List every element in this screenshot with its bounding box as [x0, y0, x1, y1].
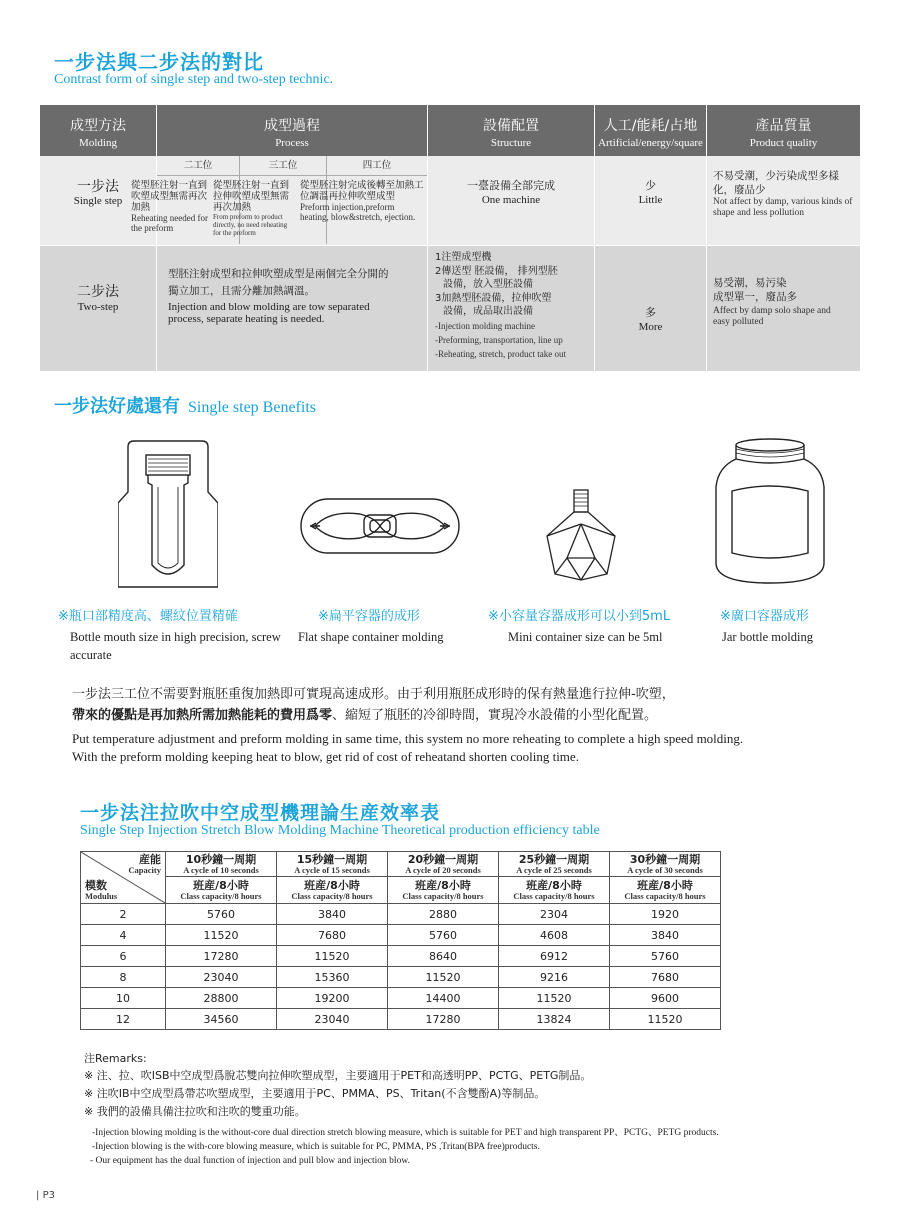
- st3-text-en: From preform to product directly, no need reheating for the preform: [213, 213, 288, 237]
- efficiency-body: [81, 904, 721, 1030]
- capacity-cell: 15360: [277, 967, 388, 988]
- section1-title-cn: 一步法與二步法的對比: [54, 50, 264, 74]
- one-step-quality-cn: 不易受潮，少污染成型多樣化，廢品少: [713, 170, 839, 196]
- remark-en-3: - Our equipment has the dual function of injection and pull blow and injection blow.: [90, 1156, 410, 1166]
- header-process-en: Process: [275, 137, 309, 149]
- mini-bottle-icon: [545, 488, 617, 582]
- modulus-cell: 12: [81, 1009, 166, 1030]
- station-4: 四工位: [362, 160, 392, 171]
- remark-en-1: -Injection blowing molding is the without-core dual direction stretch blowing measure, which is suitable for PET and high transparent PP、PCTG、PETG products.: [92, 1128, 719, 1138]
- benefit-1: [58, 605, 288, 664]
- section3-title-en: Single Step Injection Stretch Blow Molding Machine Theoretical production efficiency table: [80, 823, 600, 838]
- capacity-cell: 2304: [499, 904, 610, 925]
- modulus-cell: 4: [81, 925, 166, 946]
- column-cycle: [610, 852, 720, 877]
- table-row: [81, 904, 721, 925]
- header-energy: [595, 105, 706, 156]
- header-molding-en: Molding: [79, 137, 117, 149]
- two-step-name-en: Two-step: [77, 301, 119, 313]
- modulus-cell: 10: [81, 988, 166, 1009]
- header-energy-en: Artificial/energy/square: [598, 137, 703, 149]
- cycle-cn: 25秒鐘一周期: [518, 853, 590, 866]
- header-quality: [707, 105, 860, 156]
- section1-title-en: Contrast form of single step and two-step technic.: [54, 72, 334, 87]
- cycle-en: A cycle of 20 seconds: [405, 865, 481, 875]
- header-structure-cn: 設備配置: [483, 118, 539, 134]
- two-step-structure-en-2: -Reheating, stretch, product take out: [435, 348, 566, 359]
- header-quality-en: Product quality: [749, 137, 818, 149]
- remark-cn-2: ※ 注吹IB中空成型爲帶芯吹塑成型，主要適用于PC、PMMA、PS、Tritan(不含雙酚A)等制品。: [84, 1087, 546, 1100]
- class-cn: 班産/8小時: [193, 879, 249, 892]
- header-process: [157, 105, 427, 156]
- capacity-cell: 9216: [499, 967, 610, 988]
- one-step-structure-cn: 一臺設備全部完成: [467, 179, 555, 192]
- header-structure-en: Structure: [490, 137, 532, 149]
- capacity-cell: 3840: [277, 904, 388, 925]
- two-step-process-cn: 型胚注射成型和拉伸吹塑成型是兩個完全分開的獨立加工，且需分離加熱調溫。: [168, 268, 389, 297]
- capacity-cell: 17280: [388, 1009, 499, 1030]
- header-energy-cn: 人工/能耗/占地: [603, 118, 698, 134]
- remarks-title: 注Remarks:: [84, 1052, 147, 1065]
- one-step-name-en: Single step: [73, 195, 123, 207]
- cycle-cn: 30秒鐘一周期: [629, 853, 701, 866]
- capacity-cell: 5760: [166, 904, 277, 925]
- benefit-3-en: Mini container size can be 5ml: [508, 630, 663, 644]
- cycle-en: A cycle of 10 seconds: [183, 865, 259, 875]
- one-step-structure-en: One machine: [481, 194, 541, 206]
- benefit-2-cn: ※扁平容器的成形: [318, 609, 420, 624]
- para-cn-2-bold: 帶來的優點是再加熱所需加熱能耗的費用爲零: [72, 708, 333, 723]
- benefit-2-en: Flat shape container molding: [298, 630, 444, 644]
- two-step-name-cn: 二步法: [77, 284, 119, 300]
- two-step-energy-cn: 多: [645, 306, 656, 319]
- column-cycle: [499, 852, 609, 877]
- class-en: Class capacity/8 hours: [402, 891, 484, 901]
- cycle-cn: 20秒鐘一周期: [407, 853, 479, 866]
- column-cycle: [388, 852, 498, 877]
- benefit-4-en: Jar bottle molding: [722, 630, 813, 644]
- column-class: [499, 877, 609, 903]
- two-step-energy-en: More: [638, 321, 663, 333]
- section2-title-en: Single step Benefits: [188, 399, 316, 416]
- class-cn: 班産/8小時: [637, 879, 693, 892]
- two-step-structure-en-1: -Preforming, transportation, line up: [435, 334, 563, 345]
- capacity-cell: 5760: [610, 946, 721, 967]
- column-class: [166, 877, 276, 903]
- capacity-cell: 14400: [388, 988, 499, 1009]
- cycle-cn: 15秒鐘一周期: [296, 853, 368, 866]
- capacity-cell: 1920: [610, 904, 721, 925]
- two-step-quality-cn-0: 易受潮，易污染: [713, 277, 787, 289]
- capacity-cell: 19200: [277, 988, 388, 1009]
- capacity-cell: 11520: [499, 988, 610, 1009]
- capacity-cell: 3840: [610, 925, 721, 946]
- capacity-cell: 9600: [610, 988, 721, 1009]
- class-en: Class capacity/8 hours: [624, 891, 706, 901]
- corner-capacity-en: Capacity: [128, 865, 161, 875]
- header-molding: [40, 105, 156, 156]
- one-step-name-cn: 一步法: [77, 179, 119, 195]
- station-2: 二工位: [183, 160, 213, 171]
- column-header-3: [388, 852, 499, 904]
- capacity-cell: 13824: [499, 1009, 610, 1030]
- cycle-cn: 10秒鐘一周期: [185, 853, 257, 866]
- capacity-cell: 23040: [166, 967, 277, 988]
- corner-modulus-en: Modulus: [85, 891, 118, 901]
- corner-cell: [81, 852, 166, 904]
- table-row: [81, 946, 721, 967]
- remarks: [84, 1050, 874, 1168]
- table-row: [81, 1009, 721, 1030]
- benefits-paragraph: [72, 684, 872, 766]
- benefit-3-cn: ※小容量容器成形可以小到5mL: [488, 609, 671, 624]
- column-class: [388, 877, 498, 903]
- column-class: [277, 877, 387, 903]
- column-header-1: [166, 852, 277, 904]
- cycle-en: A cycle of 25 seconds: [516, 865, 592, 875]
- capacity-cell: 34560: [166, 1009, 277, 1030]
- capacity-cell: 5760: [388, 925, 499, 946]
- section3-title-cn: 一步法注拉吹中空成型機理論生産效率表: [80, 802, 441, 824]
- column-cycle: [166, 852, 276, 877]
- column-header-2: [277, 852, 388, 904]
- remark-cn-1: ※ 注、拉、吹ISB中空成型爲脫芯雙向拉伸吹塑成型，主要適用于PET和高透明PP、PCTG、PETG制品。: [84, 1069, 592, 1082]
- jar-bottle-icon: [712, 437, 828, 585]
- capacity-cell: 11520: [277, 946, 388, 967]
- header-process-cn: 成型過程: [264, 118, 320, 134]
- st2-text-cn: 從型胚注射一直到吹塑成型無需再次加熱: [131, 180, 208, 213]
- benefit-3: [488, 605, 718, 646]
- para-en-1: Put temperature adjustment and preform molding in same time, this system no more reheating to complete a high speed molding.: [72, 731, 744, 746]
- para-cn-2: [72, 706, 872, 726]
- capacity-cell: 23040: [277, 1009, 388, 1030]
- flat-container-icon: [300, 498, 460, 554]
- para-en-2: With the preform molding keeping heat to blow, get rid of cost of reheatand shorten cooling time.: [72, 749, 579, 764]
- section2-title: [54, 392, 316, 418]
- two-step-structure-en-0: -Injection molding machine: [435, 320, 535, 331]
- preform-mold-icon: [118, 437, 218, 592]
- page-number-text: P3: [42, 1190, 55, 1201]
- one-step-energy-en: Little: [638, 194, 663, 206]
- capacity-cell: 11520: [166, 925, 277, 946]
- benefit-4: [720, 605, 880, 646]
- remark-en-2: -Injection blowing is the with-core blowing measure, which is suitable for PC, PMMA, PS ,Tritan(BPA free)products.: [92, 1142, 540, 1152]
- st4-text-en: Preform injection,preform heating, blow&stretch, ejection.: [300, 202, 416, 222]
- column-class: [610, 877, 720, 903]
- page-number: | P3: [36, 1190, 55, 1201]
- header-molding-cn: 成型方法: [70, 118, 126, 134]
- class-en: Class capacity/8 hours: [513, 891, 595, 901]
- station-3: 三工位: [268, 160, 298, 171]
- class-cn: 班産/8小時: [304, 879, 360, 892]
- efficiency-table: [80, 851, 721, 1030]
- two-step-quality-en: Affect by damp solo shape and easy polluted: [713, 306, 831, 327]
- two-step-structure-cn-2: 設備，放入型胚設備: [443, 279, 533, 290]
- cycle-en: A cycle of 30 seconds: [627, 865, 703, 875]
- two-step-structure-cn-0: 1注塑成型機: [435, 252, 492, 263]
- capacity-cell: 6912: [499, 946, 610, 967]
- class-cn: 班産/8小時: [526, 879, 582, 892]
- capacity-cell: 8640: [388, 946, 499, 967]
- two-step-structure-cn-4: 設備，成品取出設備: [443, 306, 533, 317]
- column-cycle: [277, 852, 387, 877]
- one-step-energy-cn: 少: [645, 179, 656, 192]
- two-step-structure-cn-1: 2傳送型 胚設備， 排列型胚: [435, 265, 558, 277]
- modulus-cell: 8: [81, 967, 166, 988]
- table-row: [81, 988, 721, 1009]
- corner-modulus-cn: 模数: [85, 879, 107, 892]
- one-step-quality-en: Not affect by damp, various kinds of shape and less pollution: [713, 197, 853, 218]
- class-en: Class capacity/8 hours: [291, 891, 373, 901]
- two-step-process-en: Injection and blow molding are tow separated process, separate heating is needed.: [168, 301, 370, 325]
- two-step-quality-cn-1: 成型單一，廢品多: [713, 291, 797, 303]
- capacity-cell: 11520: [388, 967, 499, 988]
- capacity-cell: 11520: [610, 1009, 721, 1030]
- st3-text-cn: 從型胚注射一直到拉伸吹塑成型無需再次加熱: [213, 180, 290, 213]
- modulus-cell: 6: [81, 946, 166, 967]
- capacity-cell: 7680: [610, 967, 721, 988]
- class-en: Class capacity/8 hours: [180, 891, 262, 901]
- table-row: [81, 967, 721, 988]
- capacity-cell: 7680: [277, 925, 388, 946]
- header-quality-cn: 產品質量: [755, 118, 812, 134]
- capacity-cell: 4608: [499, 925, 610, 946]
- st4-text-cn: 從型胚注射完成後轉至加熱工位調溫再拉伸吹塑成型: [300, 180, 424, 202]
- modulus-cell: 2: [81, 904, 166, 925]
- para-cn-2-rest: 、縮短了瓶胚的冷卻時間，實現冷水設備的小型化配置。: [332, 708, 658, 723]
- benefit-1-cn: ※瓶口部精度高、螺紋位置精確: [58, 609, 238, 624]
- benefit-2: [298, 605, 478, 646]
- header-structure: [428, 105, 594, 156]
- table-row: [81, 925, 721, 946]
- column-header-5: [610, 852, 721, 904]
- st2-text-en: Reheating needed for the preform: [131, 213, 208, 233]
- class-cn: 班産/8小時: [415, 879, 471, 892]
- column-header-4: [499, 852, 610, 904]
- capacity-cell: 2880: [388, 904, 499, 925]
- cycle-en: A cycle of 15 seconds: [294, 865, 370, 875]
- two-step-structure-cn-3: 3加熱型胚設備，拉伸吹塑: [435, 292, 552, 304]
- capacity-cell: 17280: [166, 946, 277, 967]
- benefit-1-en: Bottle mouth size in high precision, screw accurate: [70, 630, 281, 662]
- remark-cn-3: ※ 我們的設備具備注拉吹和注吹的雙重功能。: [84, 1105, 306, 1118]
- capacity-cell: 28800: [166, 988, 277, 1009]
- para-cn-1: 一步法三工位不需要對瓶胚重復加熱即可實現高速成形。由于利用瓶胚成形時的保有熱量進行拉伸-吹塑，: [72, 687, 675, 702]
- benefit-4-cn: ※廣口容器成形: [720, 609, 809, 624]
- section2-title-cn: 一步法好處還有: [54, 396, 180, 417]
- corner-capacity-cn: 産能: [139, 853, 161, 866]
